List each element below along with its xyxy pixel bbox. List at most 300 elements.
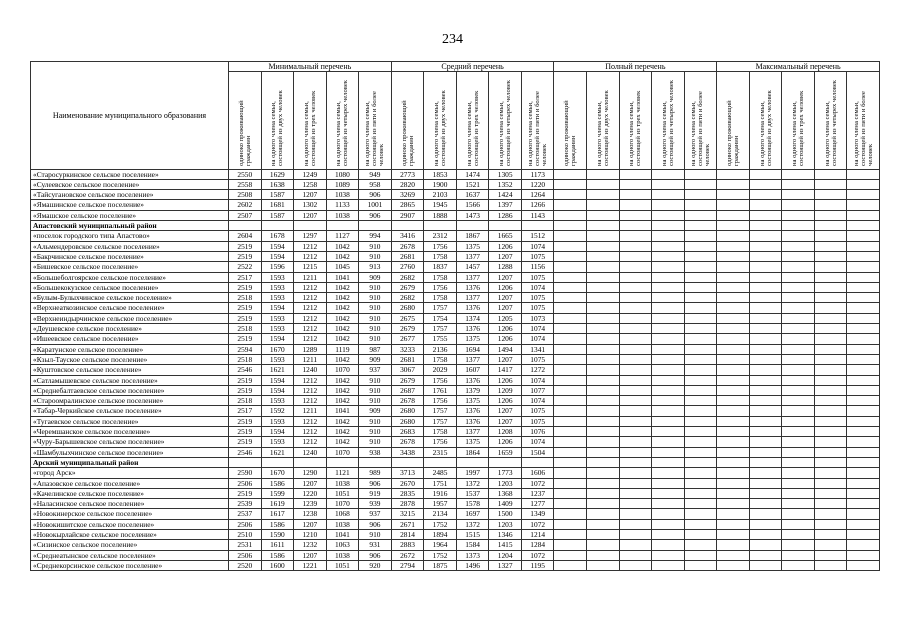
- value-cell: [782, 179, 815, 189]
- table-row: [31, 344, 880, 354]
- value-cell: 910: [359, 385, 392, 395]
- value-cell: [847, 282, 880, 292]
- value-cell: [554, 478, 587, 488]
- value-cell: [717, 365, 750, 375]
- value-cell: [717, 488, 750, 498]
- value-cell: [717, 427, 750, 437]
- value-cell: [814, 231, 847, 241]
- value-cell: 1212: [294, 427, 327, 437]
- value-cell: 1211: [294, 406, 327, 416]
- district-row: [31, 457, 880, 467]
- value-cell: 910: [359, 251, 392, 261]
- value-cell: 1074: [521, 375, 554, 385]
- value-cell: [782, 231, 815, 241]
- value-cell: [554, 437, 587, 447]
- value-cell: [684, 560, 717, 570]
- value-cell: [782, 169, 815, 179]
- value-cell: [814, 365, 847, 375]
- value-cell: [782, 540, 815, 550]
- value-cell: [782, 282, 815, 292]
- value-cell: 1409: [489, 499, 522, 509]
- value-cell: 1238: [294, 509, 327, 519]
- value-cell: 2519: [229, 385, 262, 395]
- value-cell: [847, 529, 880, 539]
- value-cell: [814, 560, 847, 570]
- subcolumn-header: [782, 72, 815, 169]
- value-cell: 1586: [261, 519, 294, 529]
- value-cell: 2671: [391, 519, 424, 529]
- value-cell: [684, 200, 717, 210]
- value-cell: [847, 354, 880, 364]
- value-cell: [554, 313, 587, 323]
- value-cell: 1042: [326, 313, 359, 323]
- value-cell: [782, 560, 815, 570]
- value-cell: 1205: [489, 313, 522, 323]
- value-cell: 1207: [294, 190, 327, 200]
- value-cell: [294, 221, 327, 231]
- value-cell: [619, 416, 652, 426]
- value-cell: 1038: [326, 478, 359, 488]
- value-cell: [814, 313, 847, 323]
- value-cell: 1504: [521, 447, 554, 457]
- value-cell: [814, 457, 847, 467]
- value-cell: [847, 406, 880, 416]
- value-cell: [782, 251, 815, 261]
- value-cell: [652, 313, 685, 323]
- value-cell: [684, 334, 717, 344]
- value-cell: 1755: [424, 334, 457, 344]
- value-cell: [814, 447, 847, 457]
- value-cell: 3438: [391, 447, 424, 457]
- value-cell: [749, 303, 782, 313]
- value-cell: [717, 334, 750, 344]
- value-cell: [717, 354, 750, 364]
- value-cell: [717, 231, 750, 241]
- table-body: [31, 169, 880, 571]
- value-cell: 1754: [424, 313, 457, 323]
- value-cell: 1587: [261, 190, 294, 200]
- value-cell: [814, 519, 847, 529]
- value-cell: 1957: [424, 499, 457, 509]
- value-cell: 1697: [456, 509, 489, 519]
- value-cell: 2687: [391, 385, 424, 395]
- value-cell: [652, 488, 685, 498]
- value-cell: [554, 406, 587, 416]
- value-cell: 3215: [391, 509, 424, 519]
- value-cell: 1629: [261, 169, 294, 179]
- subcolumn-label: на одного члена семьи, состоящей из четырех человек: [660, 80, 675, 167]
- value-cell: [619, 365, 652, 375]
- value-cell: 1611: [261, 540, 294, 550]
- value-cell: 1757: [424, 303, 457, 313]
- subcolumn-header: [391, 72, 424, 169]
- value-cell: 1206: [489, 241, 522, 251]
- value-cell: 1072: [521, 478, 554, 488]
- value-cell: 2604: [229, 231, 262, 241]
- value-cell: [652, 303, 685, 313]
- value-cell: [619, 396, 652, 406]
- value-cell: 1964: [424, 540, 457, 550]
- value-cell: [782, 468, 815, 478]
- value-cell: [782, 499, 815, 509]
- value-cell: [847, 437, 880, 447]
- value-cell: [587, 406, 620, 416]
- value-cell: [782, 324, 815, 334]
- value-cell: [587, 447, 620, 457]
- value-cell: 1272: [521, 365, 554, 375]
- value-cell: 1758: [424, 293, 457, 303]
- value-cell: 2794: [391, 560, 424, 570]
- value-cell: 2029: [424, 365, 457, 375]
- value-cell: 2883: [391, 540, 424, 550]
- subcolumn-header: [489, 72, 522, 169]
- value-cell: 1075: [521, 303, 554, 313]
- value-cell: [619, 241, 652, 251]
- value-cell: [847, 344, 880, 354]
- value-cell: 1206: [489, 282, 522, 292]
- value-cell: 1584: [456, 540, 489, 550]
- municipality-name: «Бишевское сельское поселение»: [31, 262, 229, 272]
- value-cell: 1397: [489, 200, 522, 210]
- subcolumn-header: [652, 72, 685, 169]
- value-cell: [782, 221, 815, 231]
- value-cell: 1075: [521, 251, 554, 261]
- value-cell: 1758: [424, 354, 457, 364]
- municipality-name: «Качелинское сельское поселение»: [31, 488, 229, 498]
- municipality-name: «Сулеевское сельское поселение»: [31, 179, 229, 189]
- value-cell: 1156: [521, 262, 554, 272]
- value-cell: 1757: [424, 406, 457, 416]
- table-row: [31, 303, 880, 313]
- value-cell: [684, 406, 717, 416]
- value-cell: [619, 468, 652, 478]
- table-row: [31, 169, 880, 179]
- value-cell: 2519: [229, 427, 262, 437]
- value-cell: [749, 200, 782, 210]
- value-cell: 1042: [326, 241, 359, 251]
- value-cell: [554, 344, 587, 354]
- value-cell: 1206: [489, 324, 522, 334]
- value-cell: 1075: [521, 354, 554, 364]
- value-cell: 1474: [456, 169, 489, 179]
- table-row: [31, 251, 880, 261]
- municipality-name: «Наласинское сельское поселение»: [31, 499, 229, 509]
- value-cell: 1207: [489, 416, 522, 426]
- value-cell: [587, 540, 620, 550]
- value-cell: [619, 169, 652, 179]
- value-cell: 1916: [424, 488, 457, 498]
- group-full: Полный перечень: [554, 62, 717, 72]
- value-cell: 1375: [456, 437, 489, 447]
- value-cell: 1587: [261, 210, 294, 220]
- value-cell: 1694: [456, 344, 489, 354]
- value-cell: 1207: [294, 550, 327, 560]
- municipality-name: «Тугаевское сельское поселение»: [31, 416, 229, 426]
- value-cell: 1757: [424, 324, 457, 334]
- table-row: [31, 447, 880, 457]
- value-cell: [652, 560, 685, 570]
- subcolumn-label: на одного члена семьи, состоящей из пяти и более человек: [689, 91, 711, 167]
- value-cell: 906: [359, 210, 392, 220]
- value-cell: [814, 262, 847, 272]
- value-cell: 2682: [391, 272, 424, 282]
- value-cell: 910: [359, 396, 392, 406]
- value-cell: [684, 282, 717, 292]
- table-row: [31, 375, 880, 385]
- value-cell: [749, 282, 782, 292]
- value-cell: 1042: [326, 375, 359, 385]
- value-cell: [587, 179, 620, 189]
- value-cell: [652, 179, 685, 189]
- value-cell: [717, 251, 750, 261]
- value-cell: [554, 365, 587, 375]
- value-cell: [814, 529, 847, 539]
- municipality-name: Апастовский муниципальный район: [31, 221, 229, 231]
- subcolumn-label: на одного члена семьи, состоящей из пяти и более человек: [364, 91, 386, 167]
- value-cell: [782, 210, 815, 220]
- value-cell: [684, 488, 717, 498]
- value-cell: [847, 231, 880, 241]
- value-cell: 2546: [229, 365, 262, 375]
- value-cell: 2136: [424, 344, 457, 354]
- value-cell: 1212: [294, 324, 327, 334]
- value-cell: [782, 406, 815, 416]
- value-cell: 1212: [294, 385, 327, 395]
- subcolumn-label: на одного члена семьи, состоящей из четырех человек: [823, 80, 838, 167]
- value-cell: 2679: [391, 375, 424, 385]
- value-cell: 1375: [456, 396, 489, 406]
- value-cell: [587, 262, 620, 272]
- municipality-name: «Кзыл-Тауское сельское поселение»: [31, 354, 229, 364]
- value-cell: 1206: [489, 375, 522, 385]
- value-cell: [652, 457, 685, 467]
- value-cell: [684, 241, 717, 251]
- value-cell: [456, 221, 489, 231]
- value-cell: 2134: [424, 509, 457, 519]
- value-cell: [847, 478, 880, 488]
- value-cell: 1206: [489, 334, 522, 344]
- value-cell: [554, 324, 587, 334]
- value-cell: 2679: [391, 324, 424, 334]
- value-cell: 1207: [489, 354, 522, 364]
- subcolumn-header: [456, 72, 489, 169]
- value-cell: [619, 488, 652, 498]
- value-cell: 1203: [489, 519, 522, 529]
- value-cell: 909: [359, 406, 392, 416]
- value-cell: 910: [359, 241, 392, 251]
- value-cell: [619, 447, 652, 457]
- value-cell: [261, 457, 294, 467]
- value-cell: 1352: [489, 179, 522, 189]
- value-cell: 2507: [229, 210, 262, 220]
- value-cell: 1607: [456, 365, 489, 375]
- value-cell: [847, 210, 880, 220]
- subcolumn-label: одиноко проживающий гражданин: [237, 100, 252, 167]
- value-cell: [359, 457, 392, 467]
- value-cell: [619, 354, 652, 364]
- value-cell: [684, 221, 717, 231]
- value-cell: 910: [359, 375, 392, 385]
- value-cell: [424, 457, 457, 467]
- value-cell: 910: [359, 282, 392, 292]
- value-cell: [619, 499, 652, 509]
- value-cell: 1594: [261, 303, 294, 313]
- value-cell: 1756: [424, 437, 457, 447]
- value-cell: [619, 272, 652, 282]
- value-cell: [847, 169, 880, 179]
- value-cell: 1258: [294, 179, 327, 189]
- value-cell: [619, 344, 652, 354]
- value-cell: [782, 437, 815, 447]
- value-cell: [814, 210, 847, 220]
- value-cell: 906: [359, 550, 392, 560]
- subcolumn-label: на одного члена семьи, состоящей из четырех человек: [498, 80, 513, 167]
- value-cell: 1621: [261, 365, 294, 375]
- value-cell: [684, 437, 717, 447]
- value-cell: [652, 540, 685, 550]
- table-row: [31, 334, 880, 344]
- value-cell: 1594: [261, 427, 294, 437]
- table-row: [31, 540, 880, 550]
- value-cell: [749, 396, 782, 406]
- subsistence-table: [30, 61, 880, 571]
- value-cell: [814, 478, 847, 488]
- subcolumn-label: одиноко проживающий гражданин: [563, 100, 578, 167]
- value-cell: 1758: [424, 272, 457, 282]
- value-cell: 1758: [424, 251, 457, 261]
- value-cell: [782, 457, 815, 467]
- value-cell: [652, 241, 685, 251]
- value-cell: 2519: [229, 303, 262, 313]
- municipality-name: «Среднебалтаевское сельское поселение»: [31, 385, 229, 395]
- value-cell: [684, 375, 717, 385]
- value-cell: [717, 468, 750, 478]
- value-cell: [782, 478, 815, 488]
- value-cell: 1424: [489, 190, 522, 200]
- value-cell: [717, 221, 750, 231]
- value-cell: 1206: [489, 437, 522, 447]
- value-cell: 1586: [261, 478, 294, 488]
- value-cell: 2519: [229, 251, 262, 261]
- value-cell: [814, 324, 847, 334]
- value-cell: 1072: [521, 550, 554, 560]
- value-cell: [587, 169, 620, 179]
- table-row: [31, 231, 880, 241]
- municipality-name: «Новокинерское сельское поселение»: [31, 509, 229, 519]
- value-cell: [652, 293, 685, 303]
- value-cell: [717, 210, 750, 220]
- municipality-name: «Сизинское сельское поселение»: [31, 540, 229, 550]
- value-cell: 1042: [326, 416, 359, 426]
- value-cell: [749, 519, 782, 529]
- table-row: [31, 560, 880, 570]
- value-cell: 2519: [229, 334, 262, 344]
- value-cell: 2835: [391, 488, 424, 498]
- value-cell: [814, 437, 847, 447]
- value-cell: 1596: [261, 262, 294, 272]
- value-cell: 1289: [294, 344, 327, 354]
- table-row: [31, 437, 880, 447]
- value-cell: [717, 457, 750, 467]
- value-cell: 1496: [456, 560, 489, 570]
- table-row: [31, 365, 880, 375]
- value-cell: [619, 303, 652, 313]
- value-cell: 2675: [391, 313, 424, 323]
- value-cell: [749, 540, 782, 550]
- value-cell: 1212: [294, 293, 327, 303]
- value-cell: 1599: [261, 488, 294, 498]
- value-cell: [587, 396, 620, 406]
- value-cell: 1593: [261, 354, 294, 364]
- value-cell: 1266: [521, 200, 554, 210]
- value-cell: [619, 478, 652, 488]
- value-cell: [782, 241, 815, 251]
- value-cell: [554, 251, 587, 261]
- value-cell: [554, 210, 587, 220]
- table-row: [31, 282, 880, 292]
- value-cell: [554, 293, 587, 303]
- value-cell: 1376: [456, 282, 489, 292]
- value-cell: 1945: [424, 200, 457, 210]
- value-cell: 1042: [326, 282, 359, 292]
- value-cell: [684, 529, 717, 539]
- table-row: [31, 190, 880, 200]
- value-cell: [684, 251, 717, 261]
- value-cell: [554, 499, 587, 509]
- value-cell: [749, 272, 782, 282]
- value-cell: 1327: [489, 560, 522, 570]
- value-cell: 1377: [456, 354, 489, 364]
- value-cell: 2517: [229, 406, 262, 416]
- value-cell: [554, 262, 587, 272]
- value-cell: 1212: [294, 334, 327, 344]
- value-cell: [652, 221, 685, 231]
- value-cell: [717, 282, 750, 292]
- value-cell: 2519: [229, 488, 262, 498]
- value-cell: 2678: [391, 437, 424, 447]
- value-cell: 1042: [326, 324, 359, 334]
- value-cell: [684, 499, 717, 509]
- value-cell: 1537: [456, 488, 489, 498]
- value-cell: [717, 303, 750, 313]
- value-cell: [554, 272, 587, 282]
- value-cell: 1758: [424, 427, 457, 437]
- value-cell: 1606: [521, 468, 554, 478]
- value-cell: [814, 272, 847, 282]
- value-cell: 1075: [521, 293, 554, 303]
- value-cell: 1619: [261, 499, 294, 509]
- value-cell: [652, 365, 685, 375]
- value-cell: 1566: [456, 200, 489, 210]
- value-cell: [749, 560, 782, 570]
- value-cell: 1372: [456, 519, 489, 529]
- value-cell: [684, 540, 717, 550]
- value-cell: [847, 262, 880, 272]
- value-cell: [847, 540, 880, 550]
- municipality-name: «Ишеевское сельское поселение»: [31, 334, 229, 344]
- value-cell: [814, 190, 847, 200]
- value-cell: [782, 519, 815, 529]
- value-cell: [717, 478, 750, 488]
- municipality-name: «Куштовское сельское поселение»: [31, 365, 229, 375]
- value-cell: [749, 365, 782, 375]
- value-cell: 1240: [294, 365, 327, 375]
- value-cell: [749, 499, 782, 509]
- value-cell: 1373: [456, 550, 489, 560]
- value-cell: 1208: [489, 427, 522, 437]
- value-cell: [749, 262, 782, 272]
- value-cell: 2679: [391, 282, 424, 292]
